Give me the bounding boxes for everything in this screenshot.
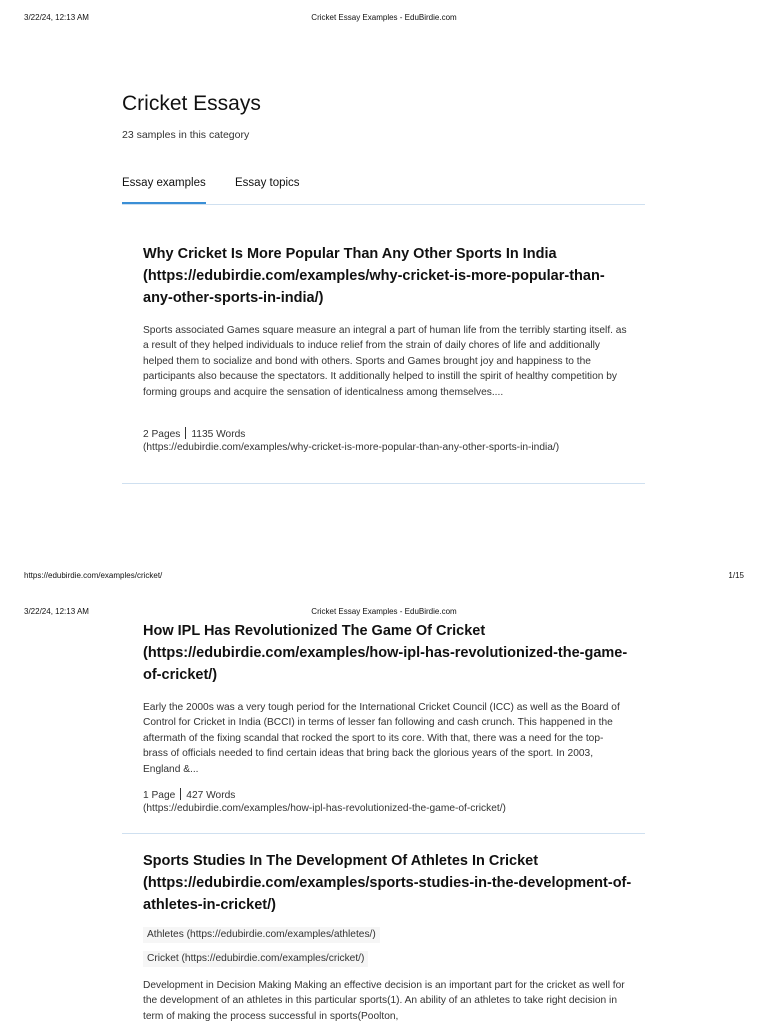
meta-separator <box>180 788 181 800</box>
essay-link[interactable]: (https://edubirdie.com/examples/how-ipl-has-revolutionized-the-game-of-cricket/) <box>143 803 506 814</box>
print-url: https://edubirdie.com/examples/cricket/ <box>24 571 163 580</box>
meta-separator <box>185 427 186 439</box>
essay-pages: 2 Pages <box>143 429 181 440</box>
tab-essay-examples[interactable]: Essay examples <box>122 177 206 189</box>
essay-link[interactable]: (https://edubirdie.com/examples/why-cricket-is-more-popular-than-any-other-sports-in-india/) <box>143 442 560 453</box>
essay-excerpt: Development in Decision Making Making an effective decision is an important part for the cricket as well for the development of an athletes in this particular sports(1). An ability of an athletes to take right decision in term of making the process successful in sports(Poolton, <box>143 980 625 1022</box>
essay-title-link[interactable]: Sports Studies In The Development Of Athletes In Cricket (https://edubirdie.com/examples/sports-studies-in-the-development-of-athletes-in-cricket/) <box>143 853 632 913</box>
sample-count: 23 samples in this category <box>122 129 250 141</box>
card-divider <box>122 833 645 834</box>
essay-title-link[interactable]: Why Cricket Is More Popular Than Any Other Sports In India (https://edubirdie.com/examples/why-cricket-is-more-popular-than-any-other-sports-in-india/) <box>143 246 605 306</box>
essay-title-link[interactable]: How IPL Has Revolutionized The Game Of Cricket (https://edubirdie.com/examples/how-ipl-has-revolutionized-the-game-of-cricket/) <box>143 623 628 683</box>
essay-excerpt: Sports associated Games square measure an integral a part of human life from the terribly starting itself. as a result of they helped individuals to induce relief from the strain of daily chores of life and additionally helped them to socialize and bond with others. Sports and Games brought joy and happiness to the participants also because the spectators. It additionally helped to instill the spirit of healthy competition by forming groups and acquire the sensation of identicalness among themselves.... <box>143 325 627 398</box>
essay-meta <box>143 427 628 454</box>
print-title: Cricket Essay Examples - EduBirdie.com <box>311 607 457 616</box>
card-divider <box>122 483 645 484</box>
essay-words: 427 Words <box>186 790 236 801</box>
essay-tag[interactable]: Athletes (https://edubirdie.com/examples/athletes/) <box>143 927 380 943</box>
essay-pages: 1 Page <box>143 790 176 801</box>
essay-tag[interactable]: Cricket (https://edubirdie.com/examples/cricket/) <box>143 951 368 967</box>
page-title: Cricket Essays <box>122 92 261 115</box>
essay-excerpt: Early the 2000s was a very tough period for the International Cricket Council (ICC) as well as the Board of Control for Cricket in India (BCCI) in terms of lesser fan following and cash crunch. This happened in the aftermath of the fixing scandal that rocked the sport to its core. With that, there was a need for the top-brass of officials needed to find certain ideas that bring back the glorious years of the sport. In 2003, England &... <box>143 702 620 775</box>
tab-essay-topics[interactable]: Essay topics <box>235 177 300 189</box>
print-title: Cricket Essay Examples - EduBirdie.com <box>311 13 457 22</box>
print-date: 3/22/24, 12:13 AM <box>24 13 89 22</box>
print-page-number: 1/15 <box>728 571 744 580</box>
essay-words: 1135 Words <box>191 429 246 440</box>
print-date: 3/22/24, 12:13 AM <box>24 607 89 616</box>
essay-meta <box>143 788 628 815</box>
tab-bar <box>122 170 645 205</box>
